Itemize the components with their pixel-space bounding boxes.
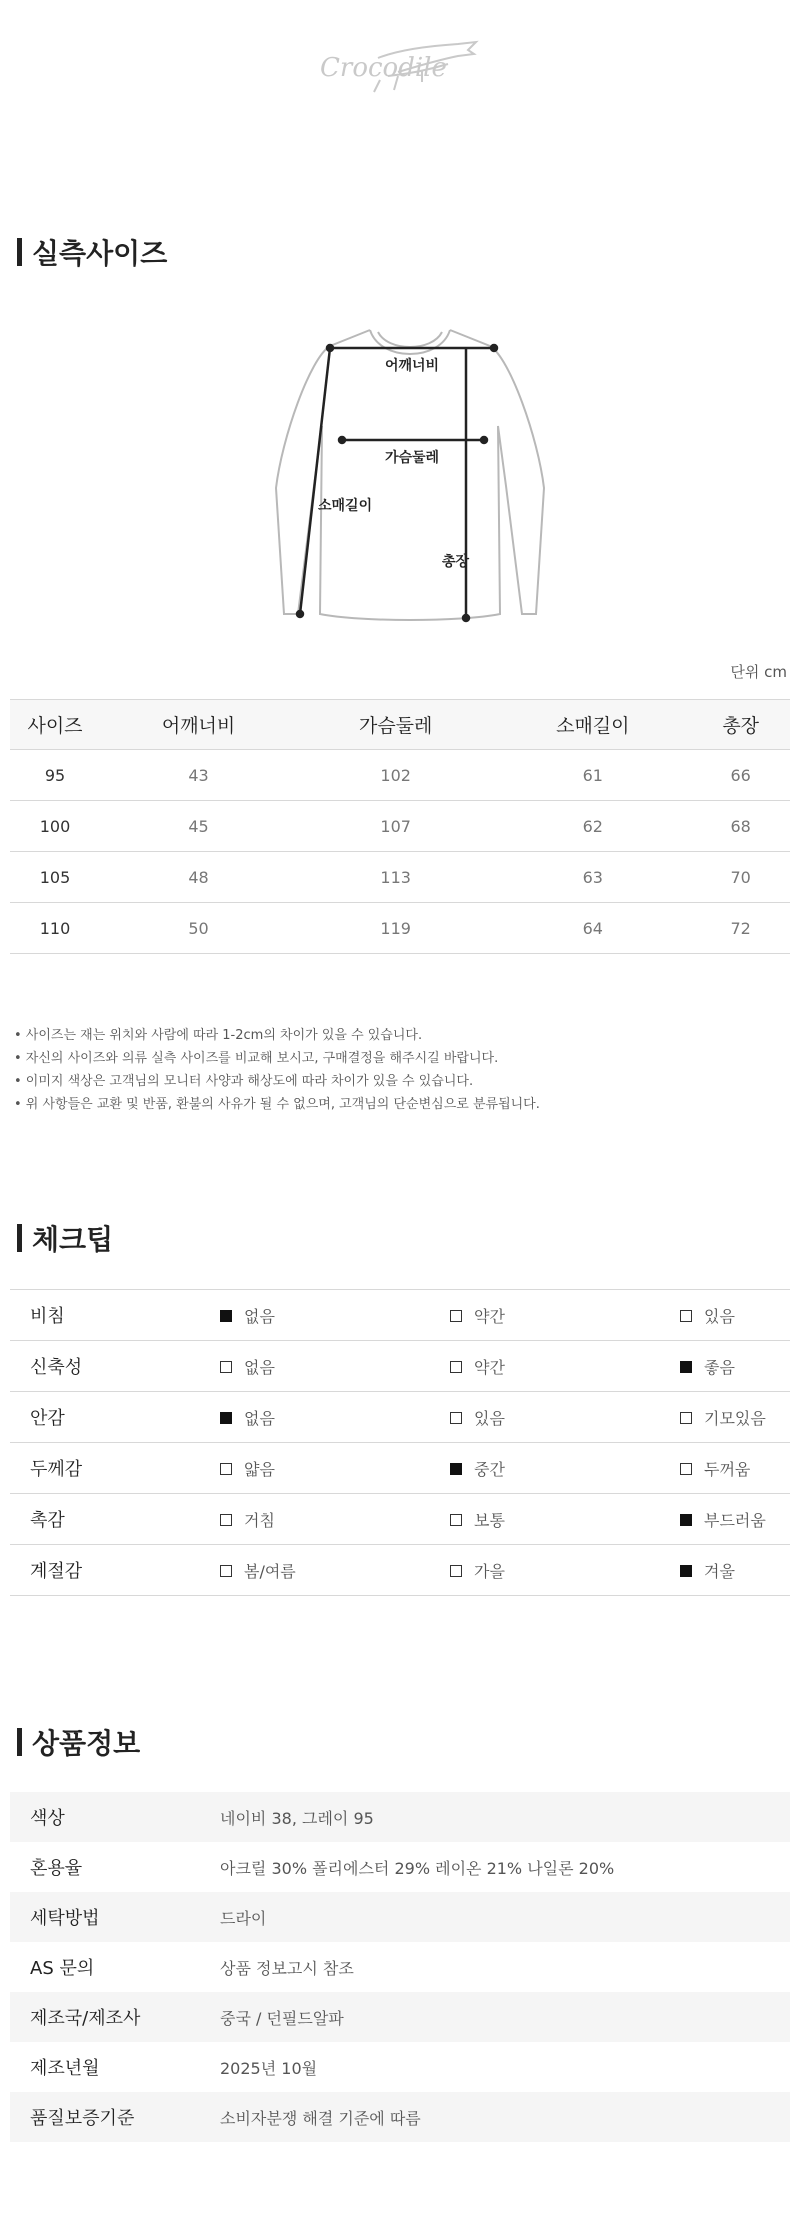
- tip-option-label: 약간: [474, 1357, 505, 1377]
- unchecked-box-icon: [680, 1310, 692, 1322]
- unchecked-box-icon: [220, 1361, 232, 1373]
- table-cell: 100: [10, 801, 100, 852]
- tip-option: [680, 1494, 790, 1545]
- tip-option-label: 거침: [244, 1510, 275, 1530]
- crocodile-logo: [318, 36, 480, 102]
- info-row: [10, 1892, 790, 1942]
- tip-option: [450, 1392, 680, 1443]
- info-key: 혼용율: [30, 1858, 83, 1879]
- tip-option: [450, 1290, 680, 1341]
- tip-option-label: 두꺼움: [704, 1459, 751, 1479]
- tip-label: 신축성: [10, 1341, 220, 1392]
- header-cell: 사이즈: [10, 700, 100, 750]
- note-item: • 이미지 색상은 고객님의 모니터 사양과 해상도에 따라 차이가 있을 수 있습니다.: [14, 1074, 474, 1089]
- tip-option: [450, 1494, 680, 1545]
- info-row: [10, 1942, 790, 1992]
- note-item: • 자신의 사이즈와 의류 실측 사이즈를 비교해 보시고, 구매결정을 해주시길 바랍니다.: [14, 1051, 499, 1066]
- info-row: [10, 2092, 790, 2142]
- tip-row: [10, 1341, 790, 1392]
- tip-option: [220, 1494, 450, 1545]
- info-row: [10, 1992, 790, 2042]
- tip-option: [220, 1341, 450, 1392]
- tip-option-label: 약간: [474, 1306, 505, 1326]
- table-cell: 48: [100, 852, 297, 903]
- tip-option: [680, 1341, 790, 1392]
- tip-label: 비침: [10, 1290, 220, 1341]
- header-cell: 가슴둘레: [297, 700, 494, 750]
- tip-row: [10, 1545, 790, 1596]
- tip-option: [220, 1290, 450, 1341]
- info-key: 제조국/제조사: [10, 1992, 220, 2042]
- unit-label: 단위 cm: [730, 663, 787, 681]
- table-cell: 107: [297, 801, 494, 852]
- table-cell: 113: [297, 852, 494, 903]
- info-value: 2025년 10월: [220, 2058, 318, 2078]
- tip-option-label: 없음: [244, 1408, 275, 1428]
- tip-row: [10, 1392, 790, 1443]
- info-value: 드라이: [220, 1892, 790, 1942]
- table-row: [10, 750, 790, 801]
- table-cell: 119: [297, 903, 494, 954]
- table-cell: 105: [10, 852, 100, 903]
- info-key: 품질보증기준: [10, 2092, 220, 2142]
- table-cell: 68: [691, 801, 790, 852]
- tip-option-label: 겨울: [704, 1561, 735, 1581]
- info-value: 네이비 38, 그레이 95: [220, 1792, 790, 1842]
- info-key: 세탁방법: [10, 1892, 220, 1942]
- size-section-title-text: 실측사이즈: [32, 237, 168, 270]
- note-item: • 위 사항들은 교환 및 반품, 환불의 사유가 될 수 없으며, 고객님의 단순변심으로 분류됩니다.: [14, 1097, 540, 1112]
- tip-option: [450, 1545, 680, 1596]
- tip-option-label: 있음: [704, 1306, 735, 1326]
- tip-section-title-text: 체크팁: [32, 1223, 114, 1256]
- info-section-title-text: 상품정보: [32, 1727, 141, 1760]
- unchecked-box-icon: [680, 1463, 692, 1475]
- info-row: [10, 1792, 790, 1842]
- tip-option: [450, 1341, 680, 1392]
- product-info-table: [10, 1792, 790, 2142]
- tip-option-label: 있음: [474, 1408, 505, 1428]
- size-section-title: [17, 232, 167, 272]
- note-item: • 사이즈는 재는 위치와 사람에 따라 1-2cm의 차이가 있을 수 있습니다.: [14, 1028, 423, 1043]
- size-table-header: [10, 700, 790, 750]
- title-bar: [17, 238, 22, 266]
- unchecked-box-icon: [450, 1565, 462, 1577]
- check-tip-table: [10, 1289, 790, 1596]
- header-cell: 어깨너비: [100, 700, 297, 750]
- header-cell: 총장: [691, 700, 790, 750]
- checked-box-icon: [680, 1514, 692, 1526]
- unchecked-box-icon: [220, 1514, 232, 1526]
- info-value: 아크릴 30% 폴리에스터 29% 레이온 21% 나일론 20%: [220, 1858, 615, 1878]
- info-value: 상품 정보고시 참조: [220, 1958, 354, 1978]
- tip-option-label: 중간: [474, 1459, 505, 1479]
- table-row: [10, 801, 790, 852]
- table-cell: 61: [494, 750, 691, 801]
- table-cell: 45: [100, 801, 297, 852]
- table-cell: 95: [10, 750, 100, 801]
- size-table: [10, 699, 790, 954]
- title-bar: [17, 1728, 22, 1756]
- tip-option: [680, 1392, 790, 1443]
- tip-option-label: 없음: [244, 1306, 275, 1326]
- garment-size-diagram: [270, 318, 550, 628]
- checked-box-icon: [680, 1565, 692, 1577]
- header-cell: 소매길이: [494, 700, 691, 750]
- tip-label: 두께감: [10, 1443, 220, 1494]
- tip-option: [680, 1290, 790, 1341]
- table-row: [10, 903, 790, 954]
- tip-option-label: 보통: [474, 1510, 505, 1530]
- diagram-label-sleeve: 소매길이: [318, 498, 373, 514]
- table-cell: 70: [691, 852, 790, 903]
- unchecked-box-icon: [220, 1565, 232, 1577]
- tip-section-title: [17, 1218, 113, 1258]
- tip-option: [220, 1545, 450, 1596]
- tip-option-label: 좋음: [704, 1357, 735, 1377]
- tip-option-label: 기모있음: [704, 1408, 766, 1428]
- table-cell: 62: [494, 801, 691, 852]
- diagram-label-chest: 가슴둘레: [384, 450, 440, 466]
- table-cell: 66: [691, 750, 790, 801]
- table-cell: 63: [494, 852, 691, 903]
- info-key: 색상: [10, 1792, 220, 1842]
- table-cell: 50: [100, 903, 297, 954]
- tip-label: 계절감: [10, 1545, 220, 1596]
- unchecked-box-icon: [450, 1310, 462, 1322]
- tip-option: [450, 1443, 680, 1494]
- info-key: 제조년월: [30, 2058, 100, 2079]
- unchecked-box-icon: [450, 1514, 462, 1526]
- tip-option-label: 없음: [244, 1357, 275, 1377]
- unchecked-box-icon: [220, 1463, 232, 1475]
- tip-option: [220, 1392, 450, 1443]
- table-cell: 64: [494, 903, 691, 954]
- tip-row: [10, 1443, 790, 1494]
- checked-box-icon: [220, 1310, 232, 1322]
- info-section-title: [17, 1722, 140, 1762]
- tip-label: 촉감: [10, 1494, 220, 1545]
- table-cell: 43: [100, 750, 297, 801]
- tip-option: [220, 1443, 450, 1494]
- table-cell: 102: [297, 750, 494, 801]
- info-row: [10, 2042, 790, 2092]
- info-key: AS 문의: [30, 1958, 95, 1979]
- tip-option-label: 가을: [474, 1561, 505, 1581]
- tip-option-label: 봄/여름: [244, 1561, 296, 1581]
- checked-box-icon: [450, 1463, 462, 1475]
- unchecked-box-icon: [450, 1412, 462, 1424]
- tip-option-label: 얇음: [244, 1459, 275, 1479]
- tip-row: [10, 1494, 790, 1545]
- info-value: 중국 / 던필드알파: [220, 1992, 790, 2042]
- diagram-label-shoulder: 어깨너비: [384, 358, 440, 374]
- table-row: [10, 852, 790, 903]
- checked-box-icon: [680, 1361, 692, 1373]
- tip-row: [10, 1290, 790, 1341]
- diagram-label-length: 총장: [442, 554, 470, 570]
- title-bar: [17, 1224, 22, 1252]
- info-value: 소비자분쟁 해결 기준에 따름: [220, 2092, 790, 2142]
- checked-box-icon: [220, 1412, 232, 1424]
- tip-option-label: 부드러움: [704, 1510, 766, 1530]
- unchecked-box-icon: [680, 1412, 692, 1424]
- svg-text:Crocodile: Crocodile: [320, 53, 447, 83]
- unchecked-box-icon: [450, 1361, 462, 1373]
- table-cell: 72: [691, 903, 790, 954]
- tip-label: 안감: [10, 1392, 220, 1443]
- table-cell: 110: [10, 903, 100, 954]
- tip-option: [680, 1545, 790, 1596]
- info-row: [10, 1842, 790, 1892]
- size-notes: [14, 1024, 540, 1116]
- tip-option: [680, 1443, 790, 1494]
